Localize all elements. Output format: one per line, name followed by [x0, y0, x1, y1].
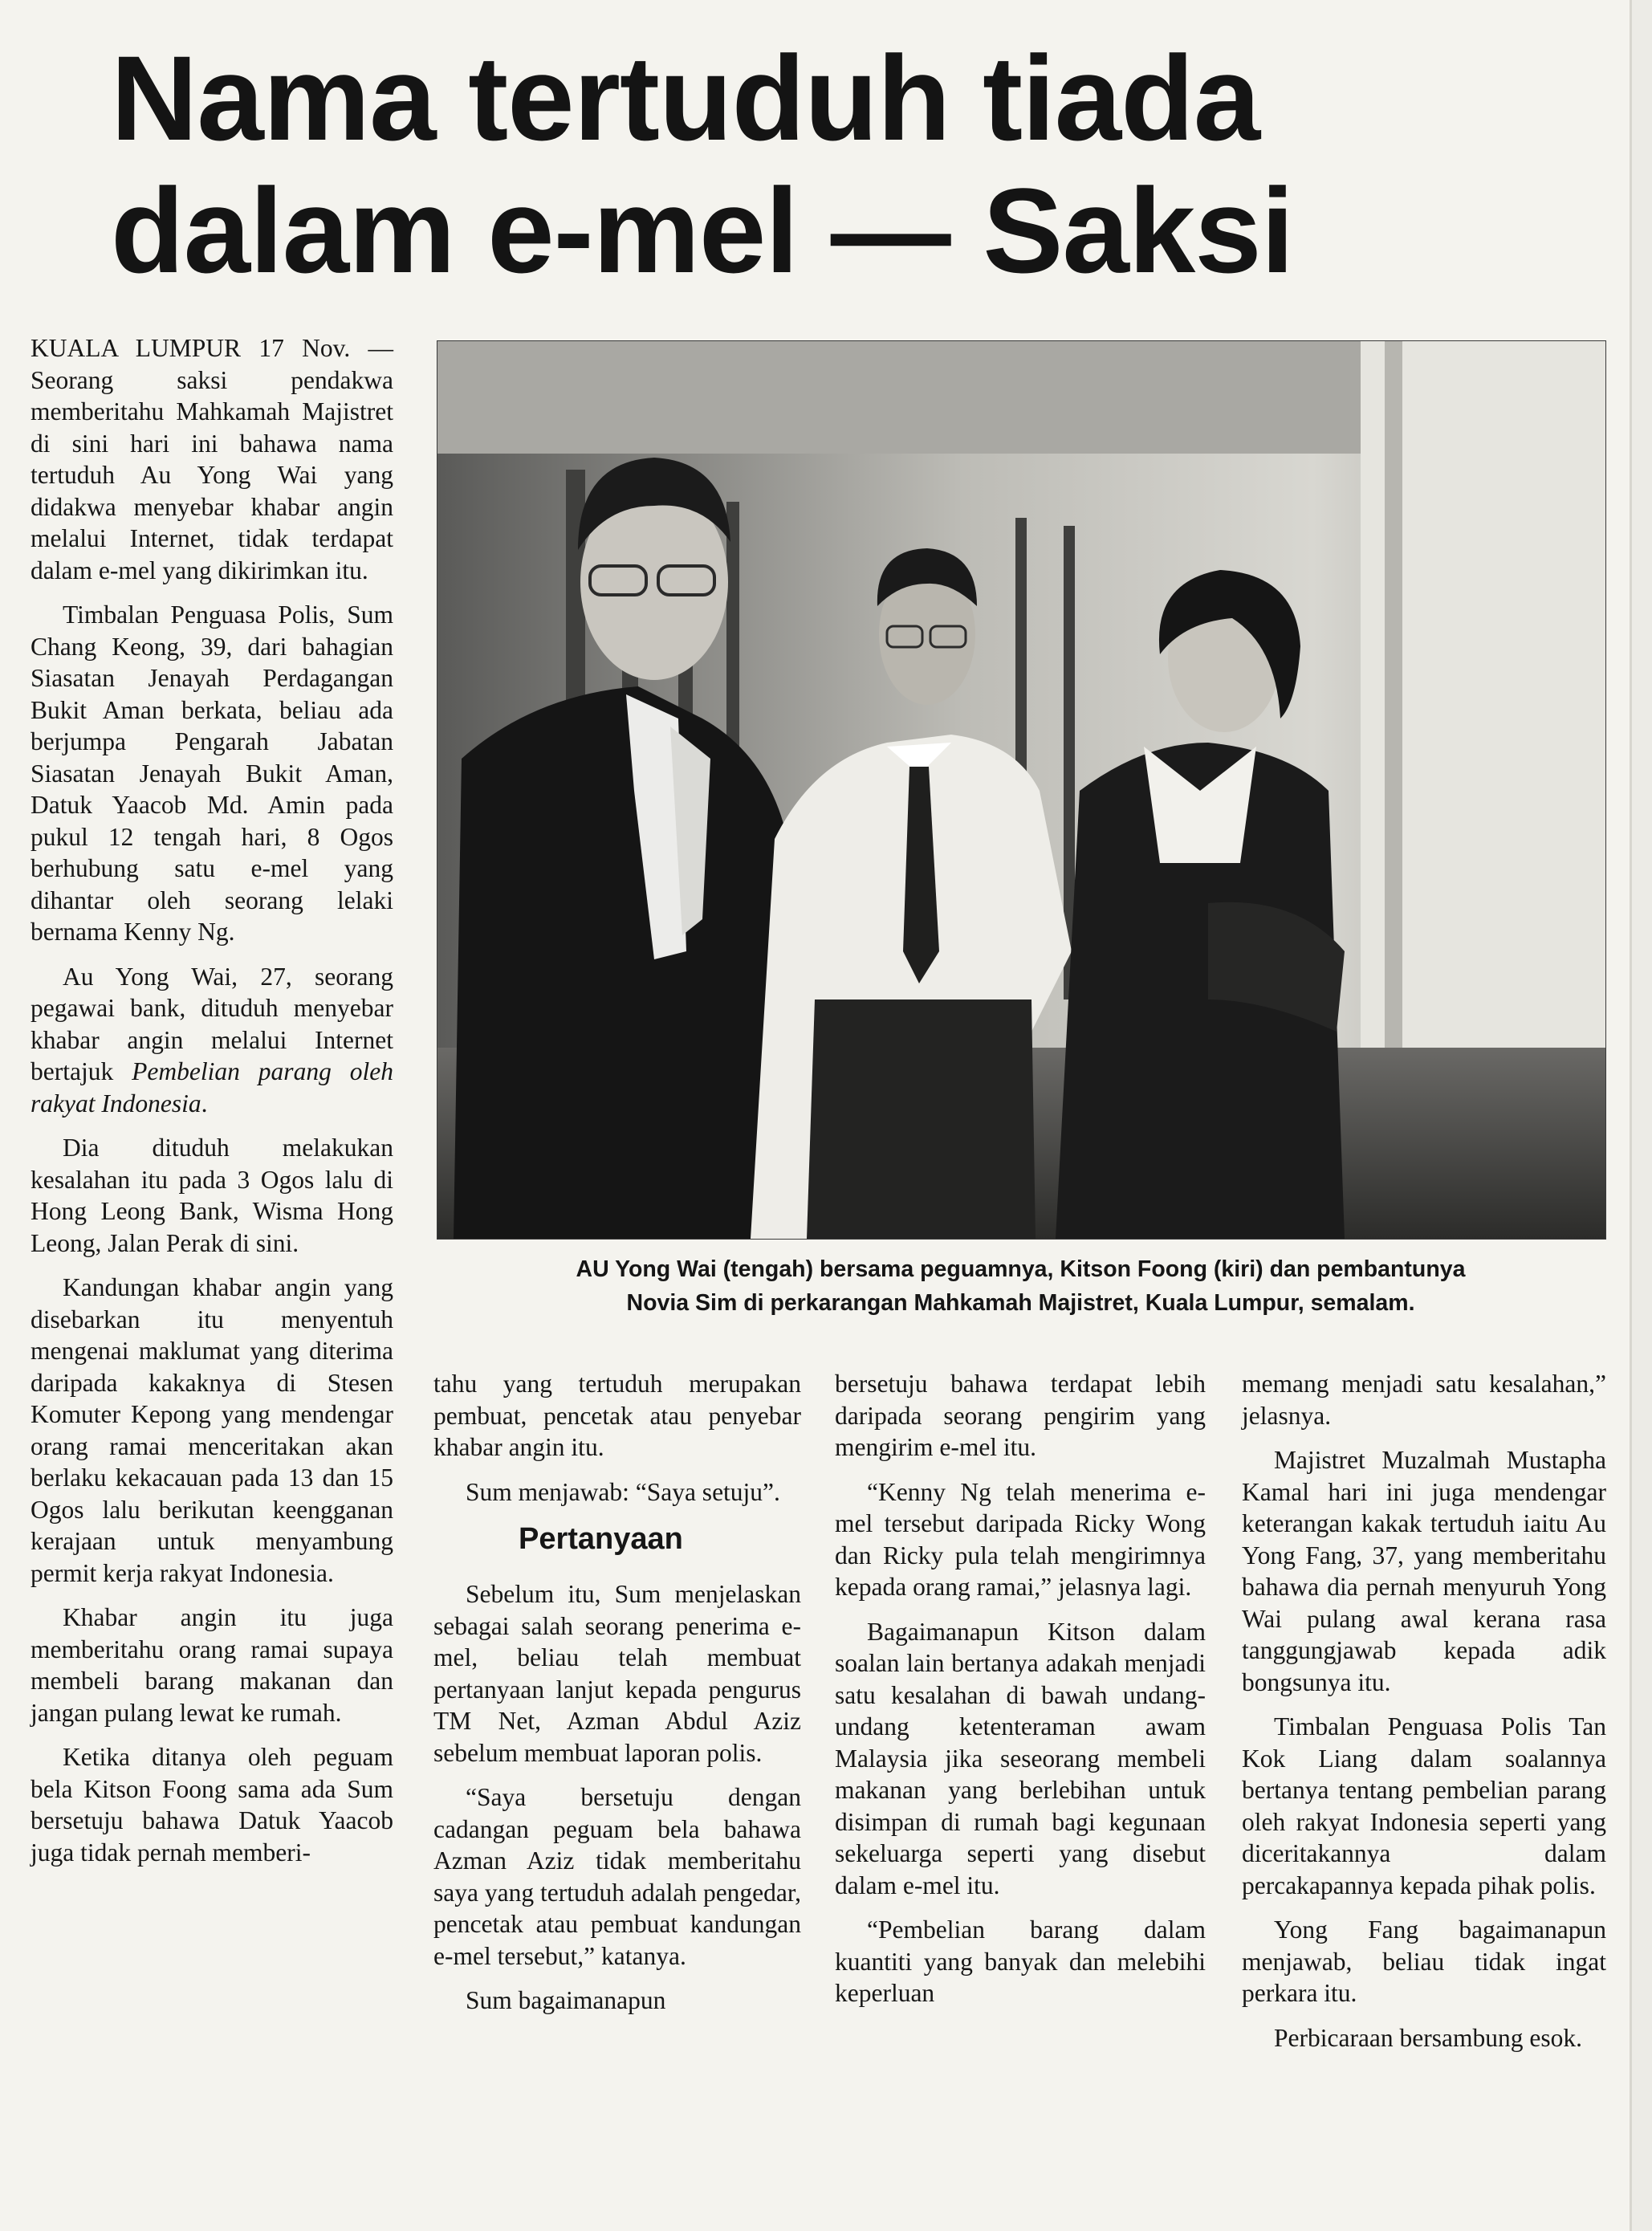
article-paragraph: “Pembelian barang dalam kuantiti yang banyak dan melebihi keperluan — [835, 1915, 1206, 2007]
email-title: Pembelian parang oleh rakyat Indonesia — [31, 1057, 393, 1118]
headline-line-1: Nama tertuduh tiada — [111, 31, 1260, 165]
article-paragraph: bersetuju bahawa terdapat lebih daripada seorang pengirim yang mengirim e-mel itu. — [835, 1370, 1206, 1461]
article-column-4 — [1242, 1368, 1606, 2054]
article-paragraph: Majistret Muzalmah Mustapha Kamal hari ini juga mendengar keterangan kakak tertuduh iaitu Au Yong Fang, 37, yang memberitahu bahawa dia pernah menyuruh Yong Wai pulang awal kerana rasa tanggungjawab kepada adik bongsunya itu. — [1242, 1446, 1606, 1696]
article-paragraph: Timbalan Penguasa Polis Tan Kok Liang dalam soalannya bertanya tentang pembelian parang oleh rakyat Indonesia seperti yang diceritakannya dalam percakapannya kepada pihak polis. — [1242, 1712, 1606, 1899]
article-paragraph: “Kenny Ng telah menerima e-mel tersebut daripada Ricky Wong dan Ricky pula telah mengirimnya kepada orang ramai,” jelasnya lagi. — [835, 1477, 1206, 1601]
article-paragraph: Yong Fang bagaimanapun menjawab, beliau tidak ingat perkara itu. — [1242, 1915, 1606, 2007]
caption-line-2: Novia Sim di perkarangan Mahkamah Majistret, Kuala Lumpur, semalam. — [626, 1290, 1415, 1316]
article-paragraph: Sebelum itu, Sum menjelaskan sebagai salah seorang penerima e-mel, beliau telah membuat pertanyaan lanjut kepada pengurus TM Net, Azman Abdul Aziz sebelum membuat laporan polis. — [433, 1580, 801, 1767]
article-paragraph: KUALA LUMPUR 17 Nov. — Seorang saksi pendakwa memberitahu Mahkamah Majistret di sini hari ini bahawa nama tertuduh Au Yong Wai yang didakwa menyebar khabar angin melalui Internet, tidak terdapat dalam e-mel yang dikirimkan itu. — [31, 334, 393, 584]
article-text: . — [201, 1089, 208, 1118]
article-paragraph: Bagaimanapun Kitson dalam soalan lain bertanya adakah menjadi satu kesalahan di bawah undang-undang ketenteraman awam Malaysia jika seseorang membeli makanan yang berlebihan untuk disimpan di rumah bagi kegunaan sekeluarga seperti yang disebut dalam e-mel itu. — [835, 1617, 1206, 1899]
article-paragraph: tahu yang tertuduh merupakan pembuat, pencetak atau penyebar khabar angin itu. — [433, 1370, 801, 1461]
article-paragraph: Sum menjawab: “Saya setuju”. — [466, 1477, 780, 1506]
article-paragraph: Ketika ditanya oleh peguam bela Kitson Foong sama ada Sum bersetuju bahawa Datuk Yaacob juga tidak pernah memberi- — [31, 1743, 393, 1867]
caption-line-1: AU Yong Wai (tengah) bersama peguamnya, Kitson Foong (kiri) dan pembantunya — [576, 1256, 1466, 1282]
photo-caption — [433, 1252, 1608, 1320]
article-paragraph: memang menjadi satu kesalahan,” jelasnya. — [1242, 1370, 1606, 1430]
article-paragraph: Perbicaraan bersambung esok. — [1274, 2023, 1582, 2052]
article-column-3 — [835, 1368, 1206, 2009]
article-paragraph: Khabar angin itu juga memberitahu orang ramai supaya membeli barang makanan dan jangan pulang lewat ke rumah. — [31, 1603, 393, 1727]
article-paragraph: “Saya bersetuju dengan cadangan peguam bela bahawa Azman Aziz tidak memberitahu saya yang tertuduh adalah pengedar, pencetak atau pembuat kandungan e-mel tersebut,” katanya. — [433, 1783, 801, 1970]
article-column-2 — [433, 1368, 801, 2017]
article-paragraph — [31, 961, 393, 1120]
news-photo — [437, 340, 1606, 1240]
article-paragraph: Dia dituduh melakukan kesalahan itu pada 3 Ogos lalu di Hong Leong Bank, Wisma Hong Leong, Jalan Perak di sini. — [31, 1134, 393, 1257]
courthouse-photo-illustration — [437, 341, 1605, 1239]
article-paragraph: Kandungan khabar angin yang disebarkan itu menyentuh mengenai maklumat yang diterima daripada kakaknya di Stesen Komuter Kepong yang mendengar orang ramai menceritakan akan berlaku kekacauan pada 13 dan 15 Ogos lalu berikutan keengganan kerajaan untuk menyambung permit kerja rakyat Indonesia. — [31, 1273, 393, 1587]
article-paragraph: Timbalan Penguasa Polis, Sum Chang Keong, 39, dari bahagian Siasatan Jenayah Perdagangan Bukit Aman berkata, beliau ada berjumpa Pengarah Jabatan Siasatan Jenayah Bukit Aman, Datuk Yaacob Md. Amin pada pukul 12 tengah hari, 8 Ogos berhubung satu e-mel yang dihantar oleh seorang lelaki bernama Kenny Ng. — [31, 600, 393, 946]
section-subheading: Pertanyaan — [519, 1522, 683, 1556]
headline-line-2: dalam e-mel — Saksi — [111, 163, 1294, 298]
headline — [111, 32, 1475, 297]
article-text: Au Yong Wai, 27, seorang pegawai bank, dituduh menyebar khabar angin melalui Internet bertajuk — [31, 962, 393, 1085]
article-paragraph: Sum bagaimanapun — [466, 1986, 666, 2014]
article-column-1 — [31, 332, 393, 1868]
